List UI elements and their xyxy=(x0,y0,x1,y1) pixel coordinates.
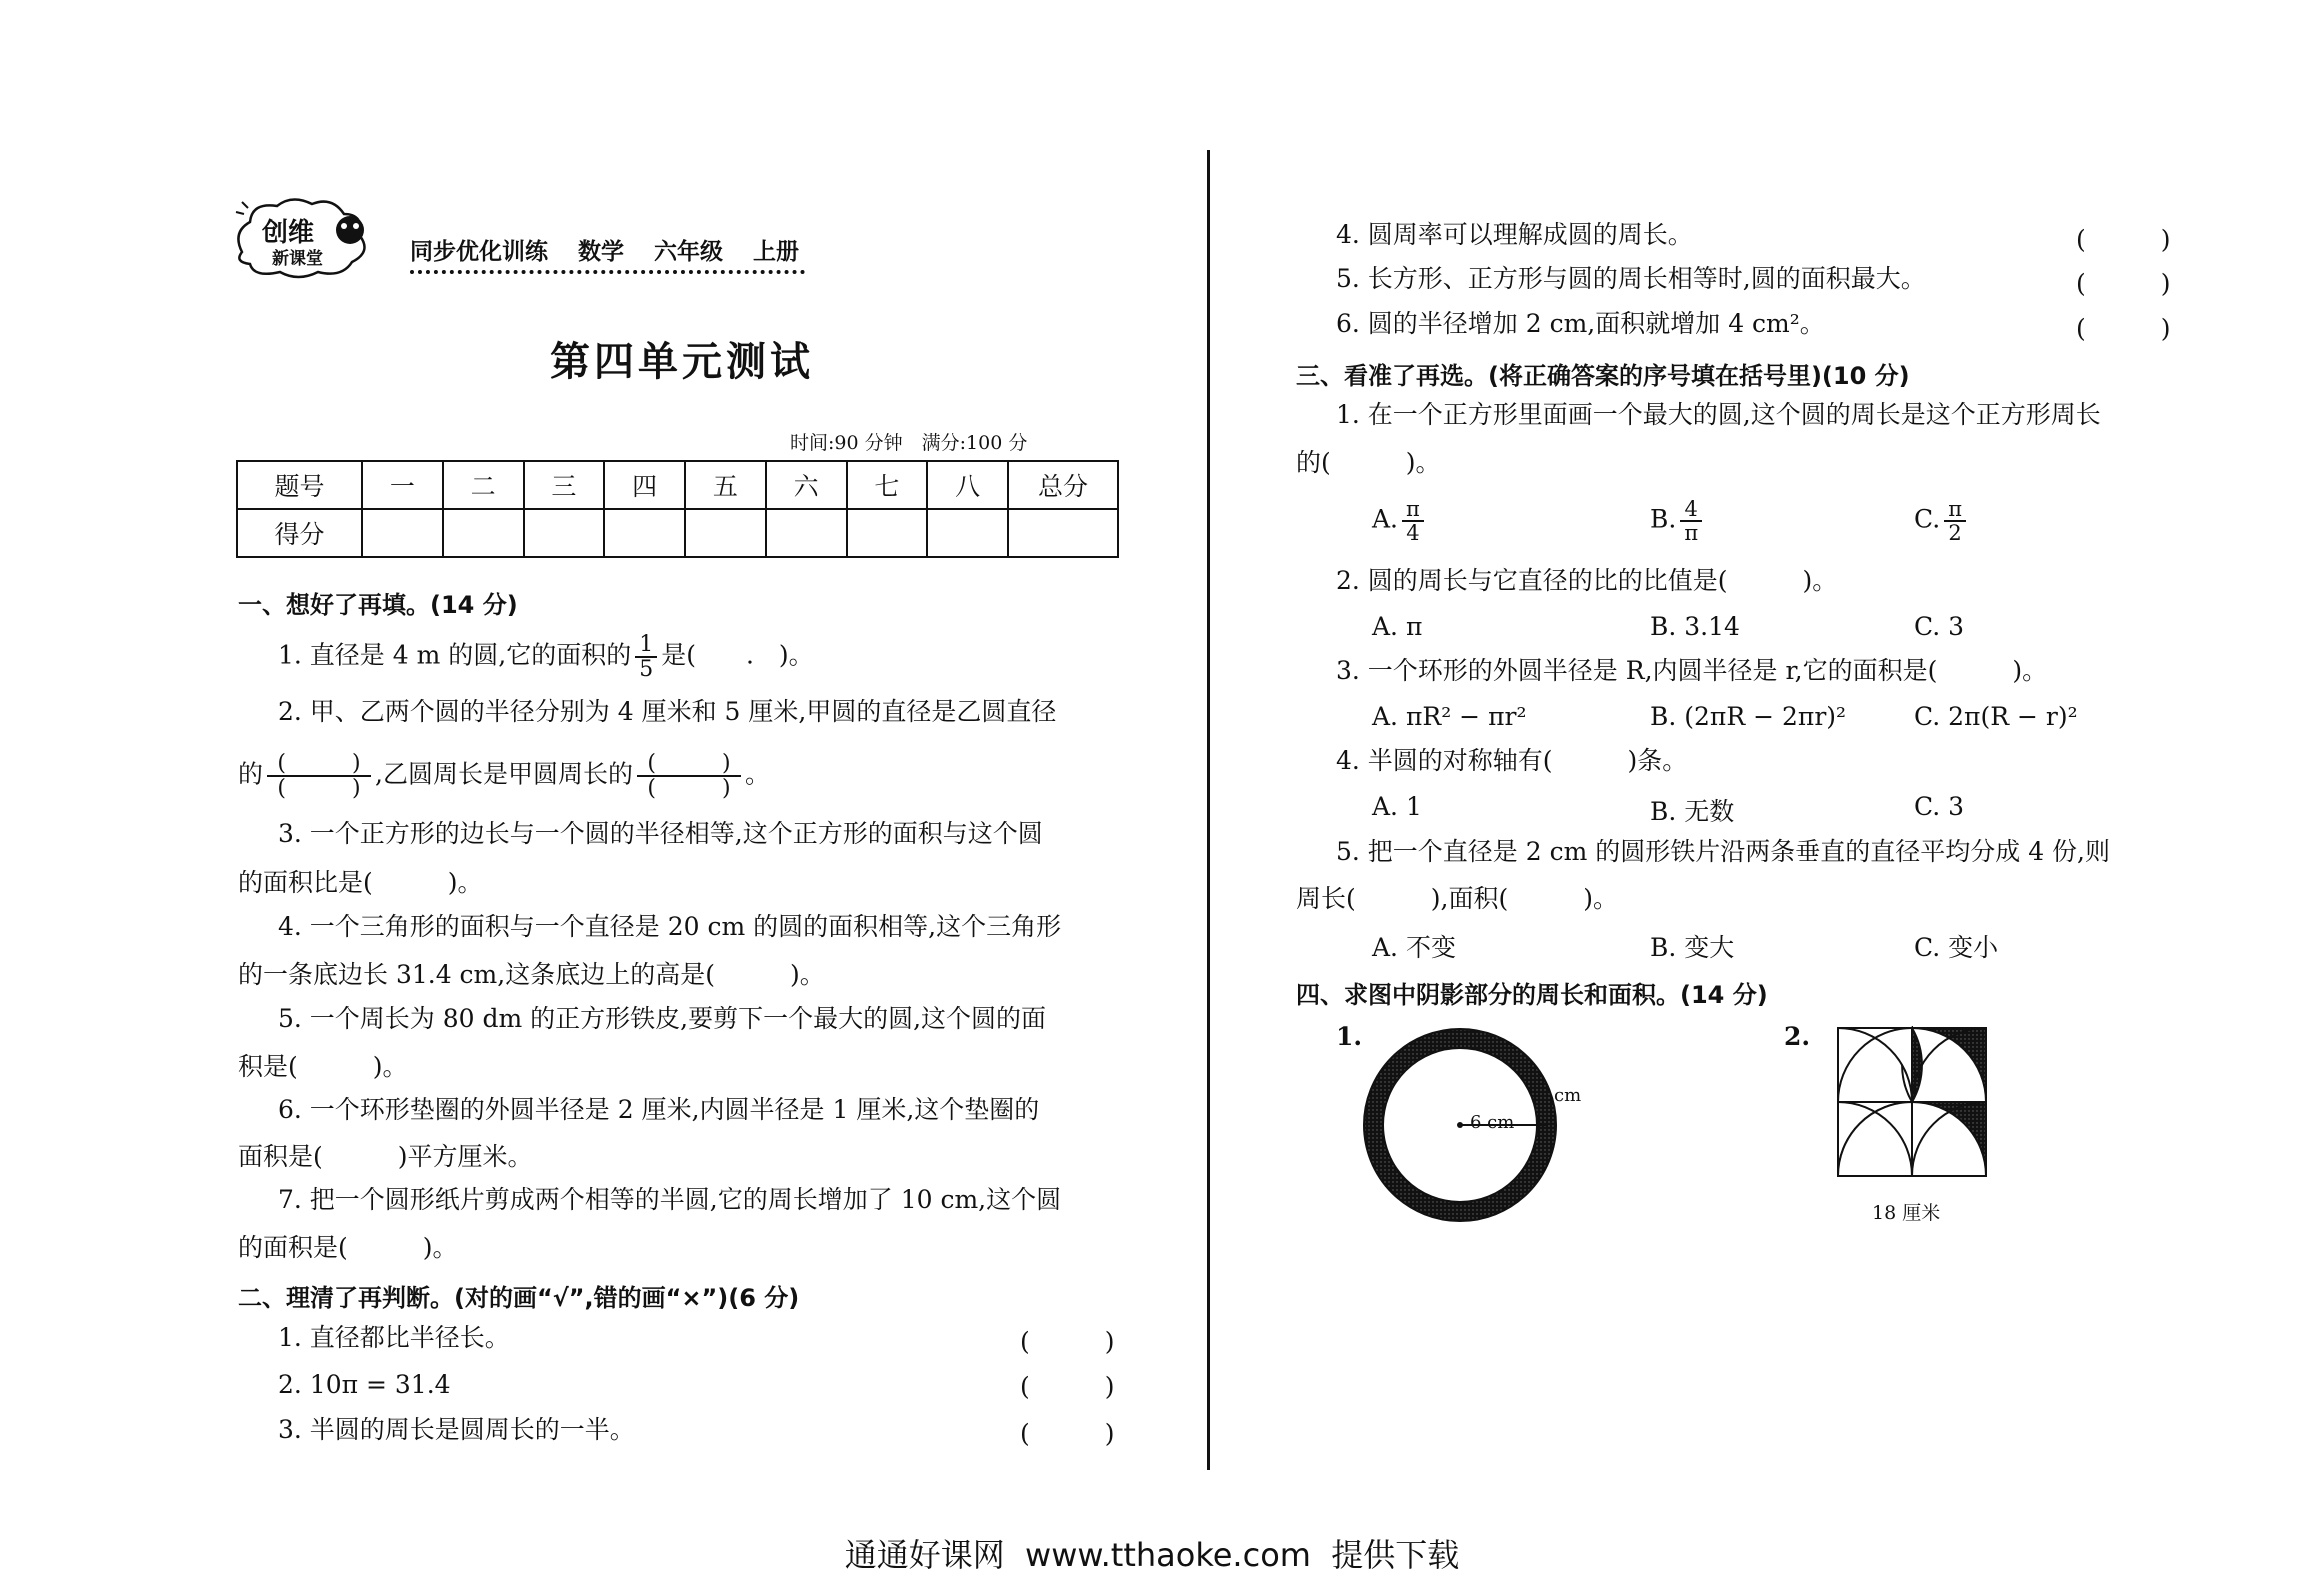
fraction: $\frac{1}{5}$ xyxy=(635,633,657,681)
s2-item-5: 5. 长方形、正方形与圆的周长相等时,圆的面积最大。 xyxy=(1336,264,1926,293)
logo-main-text: 创维 xyxy=(262,218,315,248)
answer-paren[interactable]: ( ) xyxy=(2076,314,2171,343)
section1-heading: 一、想好了再填。(14 分) xyxy=(238,591,518,619)
figure1-number: 1. xyxy=(1336,1022,1363,1051)
score-blank[interactable] xyxy=(524,509,605,557)
page-title: 第四单元测试 xyxy=(550,339,814,385)
fraction: $\frac{\pi}{4}$ xyxy=(1402,498,1424,544)
s3-q4-option-c[interactable]: C. 3 xyxy=(1914,792,1965,821)
s3-q5-option-a[interactable]: A. 不变 xyxy=(1372,933,1456,962)
figure1-inner-label: 6 cm xyxy=(1470,1112,1515,1133)
page-divider xyxy=(1207,150,1210,1470)
s3-q5-option-c[interactable]: C. 变小 xyxy=(1914,933,1999,962)
fraction: $\frac{\pi}{2}$ xyxy=(1944,498,1966,544)
s3-q1-option-b[interactable]: B. $\frac{4}{\pi}$ xyxy=(1650,498,1706,544)
score-blank[interactable] xyxy=(604,509,685,557)
s1-question-3-line1: 3. 一个正方形的边长与一个圆的半径相等,这个正方形的面积与这个圆 xyxy=(278,819,1043,848)
s1-question-7-line2: 的面积是( )。 xyxy=(238,1233,458,1262)
s3-question-5-line1: 5. 把一个直径是 2 cm 的圆形铁片沿两条垂直的直径平均分成 4 份,则 xyxy=(1336,837,2111,866)
figure2-caption: 18 厘米 xyxy=(1872,1202,1941,1224)
s2-item-1: 1. 直径都比半径长。 xyxy=(278,1323,510,1352)
s3-q4-option-b[interactable]: B. 无数 xyxy=(1650,797,1735,826)
s3-question-2: 2. 圆的周长与它直径的比的比值是( )。 xyxy=(1336,566,1838,595)
grade-name: 六年级 xyxy=(654,239,724,265)
s2-item-2: 2. 10π = 31.4 xyxy=(278,1370,451,1399)
score-cell: 三 xyxy=(524,461,605,509)
figure1-outer-label: cm xyxy=(1554,1085,1582,1106)
score-blank[interactable] xyxy=(685,509,766,557)
s1-question-1: 1. 直径是 4 m 的圆,它的面积的 $\frac{1}{5}$ 是( . )。 xyxy=(278,632,814,683)
s3-q2-option-c[interactable]: C. 3 xyxy=(1914,612,1965,641)
answer-paren[interactable]: ( ) xyxy=(2076,225,2171,254)
score-blank[interactable] xyxy=(1008,509,1118,557)
score-table xyxy=(236,460,1119,558)
s1-question-4-line1: 4. 一个三角形的面积与一个直径是 20 cm 的圆的面积相等,这个三角形 xyxy=(278,912,1062,941)
s3-q1-option-c[interactable]: C. $\frac{\pi}{2}$ xyxy=(1914,498,1970,544)
s2-item-6: 6. 圆的半径增加 2 cm,面积就增加 4 cm²。 xyxy=(1336,309,1825,338)
score-blank[interactable] xyxy=(443,509,524,557)
s1-question-5-line1: 5. 一个周长为 80 dm 的正方形铁皮,要剪下一个最大的圆,这个圆的面 xyxy=(278,1004,1047,1033)
score-table-score-row xyxy=(237,509,1118,557)
s1-question-7-line1: 7. 把一个圆形纸片剪成两个相等的半圆,它的周长增加了 10 cm,这个圆 xyxy=(278,1185,1062,1214)
s1-question-5-line2: 积是( )。 xyxy=(238,1052,408,1081)
answer-paren[interactable]: ( ) xyxy=(1020,1327,1115,1356)
score-cell: 得分 xyxy=(237,509,362,557)
s3-question-1-line1: 1. 在一个正方形里面画一个最大的圆,这个圆的周长是这个正方形周长 xyxy=(1336,400,2101,429)
s1-question-4-line2: 的一条底边长 31.4 cm,这条底边上的高是( )。 xyxy=(238,960,825,989)
publisher-logo xyxy=(232,192,407,282)
answer-paren[interactable]: ( ) xyxy=(1020,1419,1115,1448)
score-cell: 八 xyxy=(927,461,1008,509)
s3-question-4: 4. 半圆的对称轴有( )条。 xyxy=(1336,746,1688,775)
score-cell: 四 xyxy=(604,461,685,509)
section4-heading: 四、求图中阴影部分的周长和面积。(14 分) xyxy=(1296,981,1768,1009)
download-footer: 通通好课网 www.tthaoke.com 提供下载 xyxy=(844,1536,1460,1574)
s3-question-3: 3. 一个环形的外圆半径是 R,内圆半径是 r,它的面积是( )。 xyxy=(1336,656,2048,685)
s1-question-3-line2: 的面积比是( )。 xyxy=(238,868,483,897)
score-cell: 一 xyxy=(362,461,443,509)
s3-q2-option-b[interactable]: B. 3.14 xyxy=(1650,612,1740,641)
section2-heading: 二、理清了再判断。(对的画“√”,错的画“×”)(6 分) xyxy=(238,1284,800,1312)
s3-q3-option-a[interactable]: A. πR² − πr² xyxy=(1372,702,1527,731)
score-cell: 七 xyxy=(847,461,928,509)
score-blank[interactable] xyxy=(766,509,847,557)
subject-name: 数学 xyxy=(578,239,625,265)
s3-q2-option-a[interactable]: A. π xyxy=(1372,612,1423,641)
score-cell: 六 xyxy=(766,461,847,509)
series-name: 同步优化训练 xyxy=(410,239,548,265)
s3-q3-option-b[interactable]: B. (2πR − 2πr)² xyxy=(1650,702,1847,731)
logo-sub-text: 新课堂 xyxy=(272,249,323,269)
s3-q5-option-b[interactable]: B. 变大 xyxy=(1650,933,1735,962)
score-blank[interactable] xyxy=(927,509,1008,557)
s3-question-5-line2: 周长( ),面积( )。 xyxy=(1296,884,1618,913)
score-blank[interactable] xyxy=(362,509,443,557)
s3-q4-option-a[interactable]: A. 1 xyxy=(1372,792,1422,821)
answer-paren[interactable]: ( ) xyxy=(2076,269,2171,298)
s3-q3-option-c[interactable]: C. 2π(R − r)² xyxy=(1914,702,2078,731)
s3-question-1-line2: 的( )。 xyxy=(1296,448,1441,477)
figure2-number: 2. xyxy=(1784,1022,1811,1051)
figure2-square-diagram xyxy=(1836,1026,1988,1178)
volume-name: 上册 xyxy=(753,239,800,265)
score-cell: 题号 xyxy=(237,461,362,509)
s3-q1-option-a[interactable]: A. $\frac{\pi}{4}$ xyxy=(1372,498,1428,544)
s1-question-2-line1: 2. 甲、乙两个圆的半径分别为 4 厘米和 5 厘米,甲圆的直径是乙圆直径 xyxy=(278,697,1057,726)
score-cell: 总分 xyxy=(1008,461,1118,509)
answer-paren[interactable]: ( ) xyxy=(1020,1372,1115,1401)
section3-heading: 三、看准了再选。(将正确答案的序号填在括号里)(10 分) xyxy=(1296,362,1910,390)
score-cell: 五 xyxy=(685,461,766,509)
s2-item-4: 4. 圆周率可以理解成圆的周长。 xyxy=(1336,220,1693,249)
score-cell: 二 xyxy=(443,461,524,509)
s1-question-6-line2: 面积是( )平方厘米。 xyxy=(238,1142,533,1171)
exam-meta: 时间:90 分钟 满分:100 分 xyxy=(790,432,1028,454)
fraction-blank[interactable]: $\frac{( )}{( )}$ xyxy=(267,752,371,800)
figure1-ring-diagram xyxy=(1360,1025,1560,1225)
s1-question-6-line1: 6. 一个环形垫圈的外圆半径是 2 厘米,内圆半径是 1 厘米,这个垫圈的 xyxy=(278,1095,1040,1124)
fraction-blank[interactable]: $\frac{( )}{( )}$ xyxy=(637,752,741,800)
header-series xyxy=(410,233,799,266)
score-blank[interactable] xyxy=(847,509,928,557)
header-dotted-rule xyxy=(410,270,805,274)
s2-item-3: 3. 半圆的周长是圆周长的一半。 xyxy=(278,1415,635,1444)
score-table-header-row xyxy=(237,461,1118,509)
fraction: $\frac{4}{\pi}$ xyxy=(1680,498,1702,544)
s1-question-2-line2: 的 $\frac{( )}{( )}$ ,乙圆周长是甲圆周长的 $\frac{( )}{( )}$ 。 xyxy=(238,751,770,802)
